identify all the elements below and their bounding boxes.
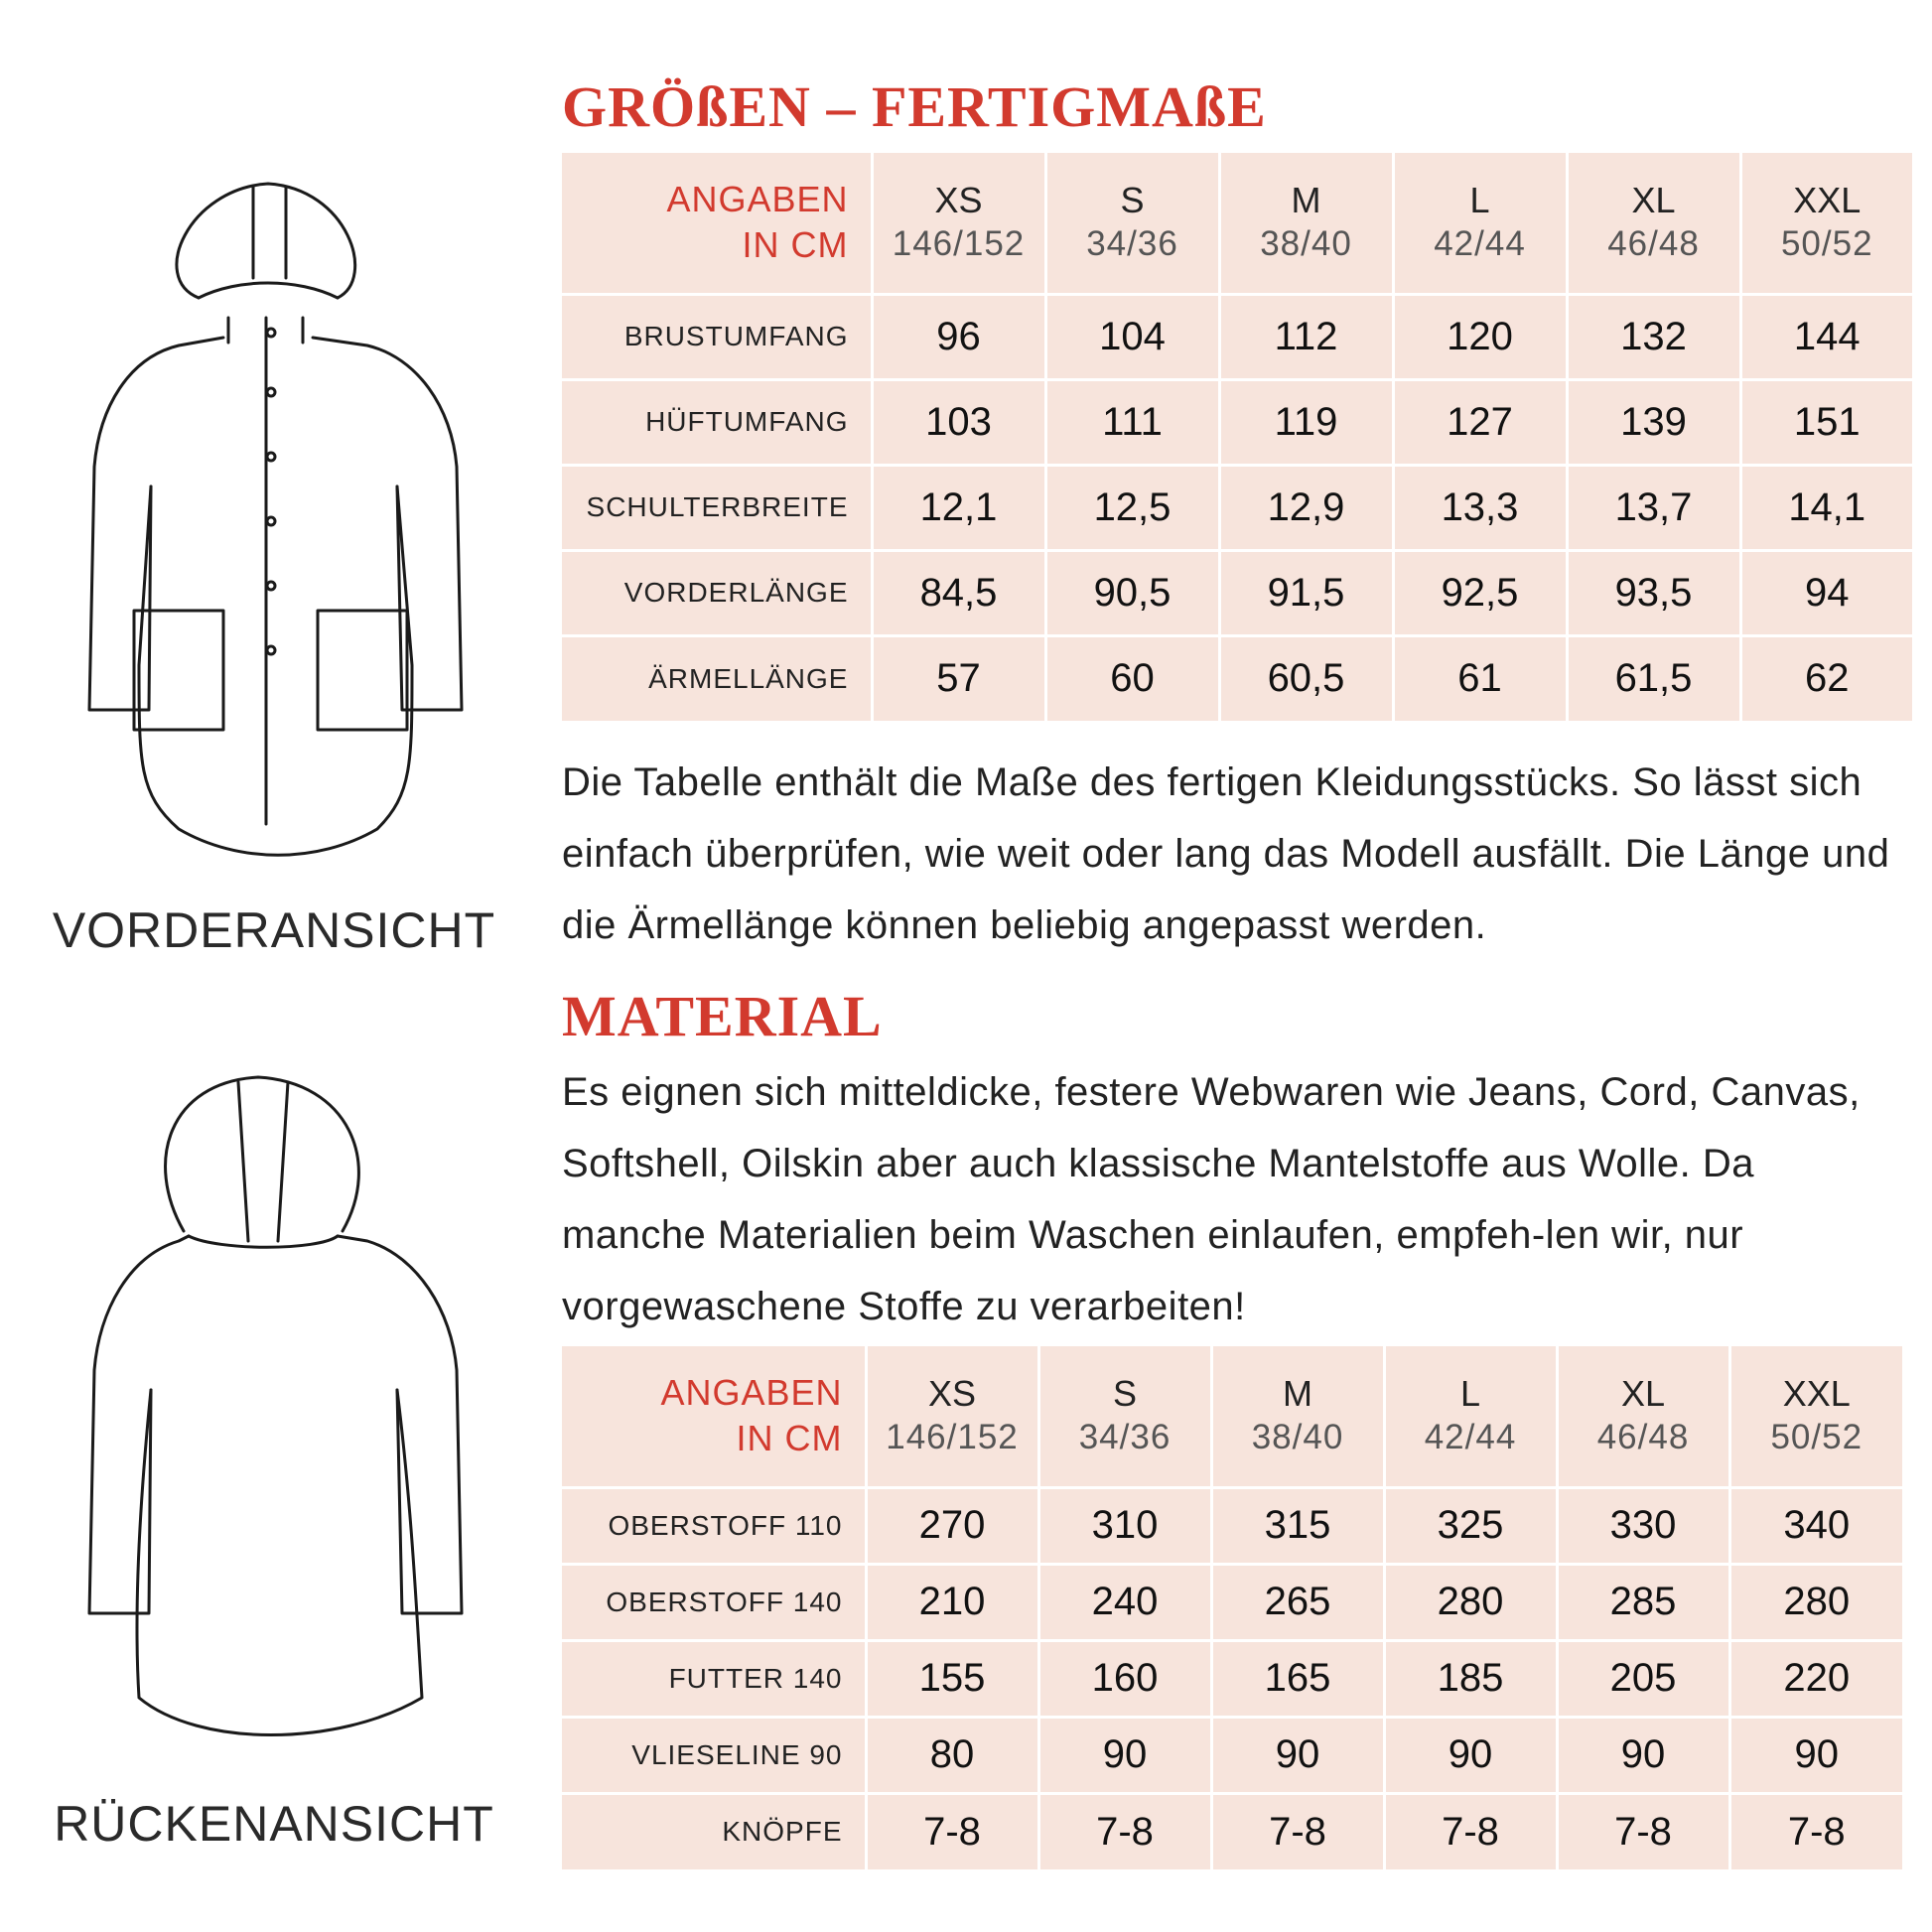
row-label: FUTTER 140: [562, 1640, 866, 1717]
table-cell: 57: [872, 635, 1045, 721]
table-row: [562, 1564, 1902, 1640]
table-row: [562, 1640, 1902, 1717]
table-cell: 111: [1045, 379, 1219, 465]
table-cell: 60,5: [1219, 635, 1393, 721]
table-cell: 60: [1045, 635, 1219, 721]
table-cell: 80: [866, 1717, 1038, 1793]
row-label: HÜFTUMFANG: [562, 379, 872, 465]
size-header-xl: XL 46/48: [1557, 1346, 1729, 1487]
table-cell: 185: [1384, 1640, 1557, 1717]
table-cell: 165: [1211, 1640, 1384, 1717]
table-cell: 14,1: [1740, 465, 1912, 550]
row-label: VLIESELINE 90: [562, 1717, 866, 1793]
table-cell: 90: [1384, 1717, 1557, 1793]
table-cell: 7-8: [1038, 1793, 1211, 1869]
table-cell: 265: [1211, 1564, 1384, 1640]
table-cell: 13,7: [1567, 465, 1740, 550]
table-cell: 92,5: [1393, 550, 1567, 635]
table-cell: 127: [1393, 379, 1567, 465]
row-label: ÄRMELLÄNGE: [648, 662, 849, 694]
row-label: OBERSTOFF 140: [562, 1564, 866, 1640]
table-cell: 90: [1729, 1717, 1902, 1793]
table-cell: 12,5: [1045, 465, 1219, 550]
row-label: OBERSTOFF 110: [562, 1487, 866, 1564]
units-label: ANGABEN IN CM: [562, 153, 872, 294]
table-cell: 144: [1740, 294, 1912, 379]
size-header-m: M 38/40: [1219, 153, 1393, 294]
table-cell: 112: [1219, 294, 1393, 379]
table-cell: 120: [1393, 294, 1567, 379]
table-cell: 205: [1557, 1640, 1729, 1717]
table-cell: 7-8: [1729, 1793, 1902, 1869]
front-view-label: VORDERANSICHT: [52, 902, 496, 958]
table-cell: 270: [866, 1487, 1038, 1564]
material-text: Es eignen sich mitteldicke, festere Webwaren wie Jeans, Cord, Canvas, Softshell, Oilskin aber auch klassische Mantelstoffe aus Wolle. Da manche Materialien beim Waschen einlaufen, empfeh-len wir, nur vorgewaschene Stoffe zu verarbeiten!: [562, 1070, 1861, 1328]
table-cell: 94: [1740, 550, 1912, 635]
row-label: KNÖPFE: [722, 1816, 843, 1848]
table-cell: 139: [1567, 379, 1740, 465]
table-cell: 160: [1038, 1640, 1211, 1717]
table-cell: 90: [1038, 1717, 1211, 1793]
table-cell: 96: [872, 294, 1045, 379]
size-header-xxl: XXL 50/52: [1729, 1346, 1902, 1487]
table-cell: 84,5: [872, 550, 1045, 635]
front-view-sketch: [40, 169, 516, 884]
table-cell: 315: [1211, 1487, 1384, 1564]
table-header-row: [562, 1346, 1902, 1487]
size-header-xl: XL 46/48: [1567, 153, 1740, 294]
table-cell: 61,5: [1567, 635, 1740, 721]
table-cell: 104: [1045, 294, 1219, 379]
size-header-s: S 34/36: [1038, 1346, 1211, 1487]
row-label: BRUSTUMFANG: [562, 294, 872, 379]
table-cell: 90: [1211, 1717, 1384, 1793]
table-cell: 280: [1729, 1564, 1902, 1640]
back-view-label: RÜCKENANSICHT: [54, 1796, 494, 1852]
table-row: [562, 550, 1912, 635]
table-cell: 12,9: [1219, 465, 1393, 550]
table-cell: 13,3: [1393, 465, 1567, 550]
size-header-l: L 42/44: [1384, 1346, 1557, 1487]
size-header-l: L 42/44: [1393, 153, 1567, 294]
table-cell: 151: [1740, 379, 1912, 465]
size-header-xs: XS 146/152: [872, 153, 1045, 294]
table-cell: 155: [866, 1640, 1038, 1717]
material-heading: MATERIAL: [562, 984, 883, 1048]
table-cell: 310: [1038, 1487, 1211, 1564]
table-row: [562, 379, 1912, 465]
measurements-note: Die Tabelle enthält die Maße des fertigen Kleidungsstücks. So lässt sich einfach überprüfen, wie weit oder lang das Modell ausfällt. Die Länge und die Ärmellänge können beliebig angepasst werden.: [562, 760, 1890, 947]
table-cell: 7-8: [1384, 1793, 1557, 1869]
table-row: [562, 1717, 1902, 1793]
table-cell: 280: [1384, 1564, 1557, 1640]
table-cell: 90: [1557, 1717, 1729, 1793]
table-cell: 210: [866, 1564, 1038, 1640]
size-header-xs: XS 146/152: [866, 1346, 1038, 1487]
table-cell: 7-8: [1557, 1793, 1729, 1869]
table-cell: 119: [1219, 379, 1393, 465]
page-title: GRÖßEN – FERTIGMAßE: [562, 74, 1267, 139]
table-cell: 93,5: [1567, 550, 1740, 635]
size-header-m: M 38/40: [1211, 1346, 1384, 1487]
size-header-s: S 34/36: [1045, 153, 1219, 294]
table-cell: 62: [1740, 635, 1912, 721]
table-row: [562, 1487, 1902, 1564]
table-cell: 12,1: [872, 465, 1045, 550]
table-cell: 132: [1567, 294, 1740, 379]
table-cell: 220: [1729, 1640, 1902, 1717]
size-header-xxl: XXL 50/52: [1740, 153, 1912, 294]
material-table: [562, 1346, 1902, 1869]
back-view-sketch: [40, 1062, 516, 1777]
table-cell: 90,5: [1045, 550, 1219, 635]
table-row: [562, 465, 1912, 550]
table-cell: 240: [1038, 1564, 1211, 1640]
table-cell: 7-8: [1211, 1793, 1384, 1869]
table-header-row: [562, 153, 1912, 294]
table-row: [562, 635, 1912, 721]
table-row: [562, 1793, 1902, 1869]
table-cell: 285: [1557, 1564, 1729, 1640]
table-cell: 103: [872, 379, 1045, 465]
table-cell: 340: [1729, 1487, 1902, 1564]
row-label: VORDERLÄNGE: [562, 550, 872, 635]
table-cell: 7-8: [866, 1793, 1038, 1869]
table-cell: 325: [1384, 1487, 1557, 1564]
table-cell: 61: [1393, 635, 1567, 721]
table-cell: 91,5: [1219, 550, 1393, 635]
units-label: ANGABEN IN CM: [562, 1346, 866, 1487]
row-label: SCHULTERBREITE: [562, 465, 872, 550]
finished-measurements-table: [562, 153, 1912, 721]
table-row: [562, 294, 1912, 379]
table-cell: 330: [1557, 1487, 1729, 1564]
